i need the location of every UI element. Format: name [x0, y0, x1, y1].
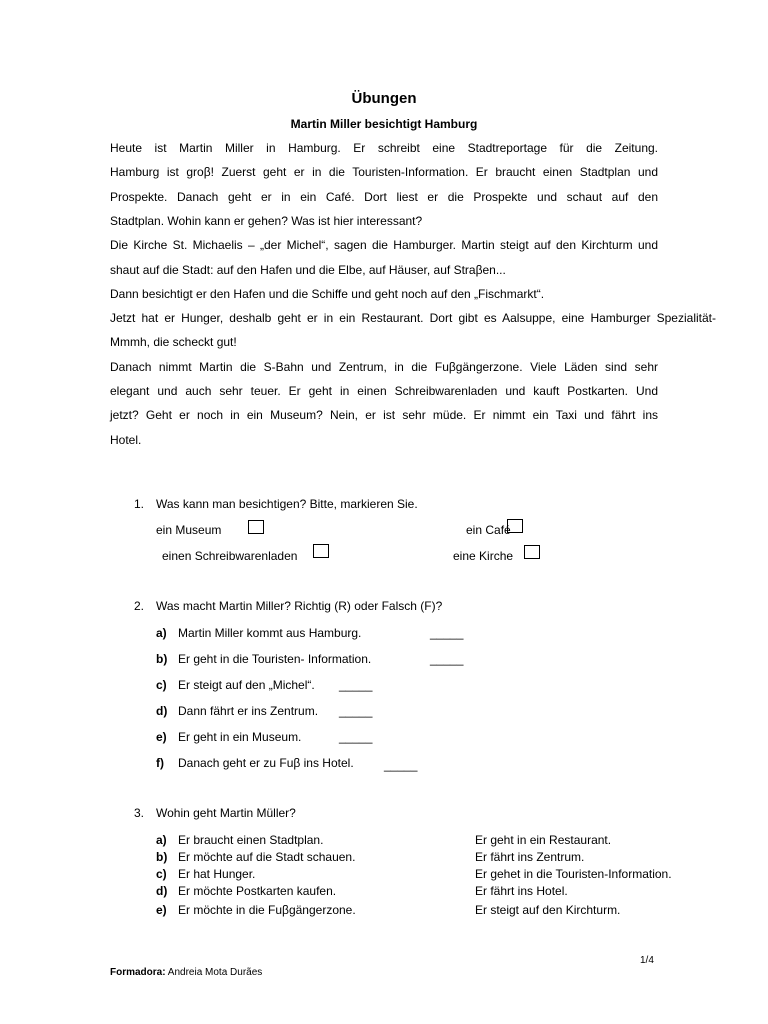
- text-line: elegant und auch sehr teuer. Er geht in einen Schreibwarenladen und kauft Postkarten. Und: [110, 384, 658, 398]
- matching-right: Er fährt ins Hotel.: [475, 884, 568, 898]
- text-line: Dann besichtigt er den Hafen und die Schiffe und geht noch auf den „Fischmarkt“.: [110, 287, 545, 301]
- question-number: 3.: [134, 806, 145, 820]
- item-label: d): [156, 704, 168, 718]
- statement-text: Martin Miller kommt aus Hamburg.: [178, 626, 362, 640]
- text-line: Hotel.: [110, 433, 142, 447]
- text-line: Die Kirche St. Michaelis – „der Michel“, sagen die Hamburger. Martin steigt auf den Kirchturm und: [110, 238, 658, 252]
- text-line: Prospekte. Danach geht er in ein Café. Dort liest er die Prospekte und schaut auf den: [110, 190, 658, 204]
- matching-left: Er möchte Postkarten kaufen.: [178, 884, 337, 898]
- checkbox-museum[interactable]: [248, 520, 264, 534]
- statement-text: Dann fährt er ins Zentrum.: [178, 704, 319, 718]
- item-label: e): [156, 903, 167, 917]
- item-label: f): [156, 756, 164, 770]
- answer-blank[interactable]: _____: [339, 730, 373, 744]
- statement-text: Er geht in ein Museum.: [178, 730, 302, 744]
- item-label: e): [156, 730, 167, 744]
- statement-text: Er geht in die Touristen- Information.: [178, 652, 372, 666]
- question-text: Wohin geht Martin Müller?: [156, 806, 296, 820]
- item-label: d): [156, 884, 168, 898]
- page-title: Übungen: [351, 90, 417, 107]
- text-line: shaut auf die Stadt: auf den Hafen und die Elbe, auf Häuser, auf Straβen...: [110, 263, 506, 277]
- question-text: Was macht Martin Miller? Richtig (R) oder Falsch (F)?: [156, 599, 443, 613]
- trainer-label: Formadora:: [110, 967, 166, 978]
- text-line: Jetzt hat er Hunger, deshalb geht er in ein Restaurant. Dort gibt es Aalsuppe, eine Hamburger Spezialität-: [110, 311, 716, 325]
- answer-blank[interactable]: _____: [339, 678, 373, 692]
- text-line: Hamburg ist groβ! Zuerst geht er in die Touristen-Information. Er braucht einen Stadtplan und: [110, 165, 658, 179]
- question-number: 2.: [134, 599, 145, 613]
- checkbox-cafe[interactable]: [507, 519, 523, 533]
- option-label: ein Museum: [156, 523, 222, 537]
- item-label: c): [156, 867, 167, 881]
- text-line: jetzt? Geht er noch in ein Museum? Nein, er ist sehr müde. Er nimmt ein Taxi und fährt ins: [110, 408, 658, 422]
- option-label: eine Kirche: [453, 549, 514, 563]
- text-line: Danach nimmt Martin die S-Bahn und Zentrum, in die Fuβgängerzone. Viele Läden sind sehr: [110, 360, 658, 374]
- item-label: a): [156, 833, 167, 847]
- text-line: Stadtplan. Wohin kann er gehen? Was ist hier interessant?: [110, 214, 423, 228]
- matching-left: Er möchte auf die Stadt schauen.: [178, 850, 356, 864]
- option-label: ein Café: [466, 523, 511, 537]
- footer-trainer: [110, 967, 262, 978]
- checkbox-schreibwarenladen[interactable]: [313, 544, 329, 558]
- matching-right: Er geht in ein Restaurant.: [475, 833, 612, 847]
- question-number: 1.: [134, 497, 145, 511]
- item-label: c): [156, 678, 167, 692]
- text-line: Heute ist Martin Miller in Hamburg. Er schreibt eine Stadtreportage für die Zeitung.: [110, 141, 658, 155]
- trainer-name: Andreia Mota Durães: [167, 967, 263, 978]
- page-subtitle: Martin Miller besichtigt Hamburg: [290, 117, 478, 131]
- answer-blank[interactable]: _____: [430, 652, 464, 666]
- matching-right: Er fährt ins Zentrum.: [475, 850, 585, 864]
- page-number: 1/4: [640, 955, 654, 966]
- answer-blank[interactable]: _____: [430, 626, 464, 640]
- matching-right: Er gehet in die Touristen-Information.: [475, 867, 672, 881]
- statement-text: Danach geht er zu Fuβ ins Hotel.: [178, 756, 354, 770]
- checkbox-kirche[interactable]: [524, 545, 540, 559]
- matching-left: Er braucht einen Stadtplan.: [178, 833, 324, 847]
- matching-right: Er steigt auf den Kirchturm.: [475, 903, 621, 917]
- answer-blank[interactable]: _____: [339, 704, 373, 718]
- text-line: Mmmh, die scheckt gut!: [110, 335, 237, 349]
- item-label: b): [156, 652, 168, 666]
- item-label: a): [156, 626, 167, 640]
- answer-blank[interactable]: _____: [384, 758, 418, 772]
- option-label: einen Schreibwarenladen: [162, 549, 298, 563]
- question-text: Was kann man besichtigen? Bitte, markieren Sie.: [156, 497, 418, 511]
- matching-left: Er möchte in die Fuβgängerzone.: [178, 903, 356, 917]
- statement-text: Er steigt auf den „Michel“.: [178, 678, 315, 692]
- item-label: b): [156, 850, 168, 864]
- matching-left: Er hat Hunger.: [178, 867, 256, 881]
